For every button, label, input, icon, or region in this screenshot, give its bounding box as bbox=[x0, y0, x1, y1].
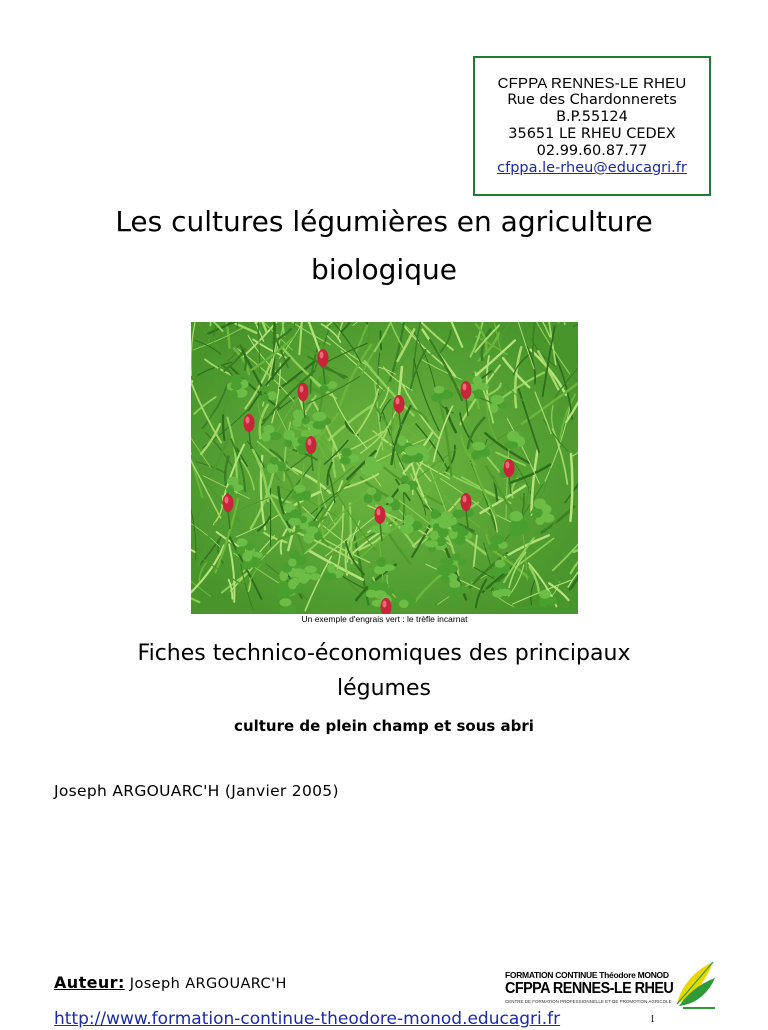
leaf-logo-icon bbox=[673, 960, 717, 1010]
author-name: Joseph ARGOUARC'H bbox=[130, 976, 287, 992]
author-line bbox=[54, 973, 287, 994]
cfppa-logo bbox=[505, 960, 715, 1010]
city-postcode: 35651 LE RHEU CEDEX bbox=[475, 126, 709, 143]
page-number: 1 bbox=[650, 1014, 655, 1025]
org-name: CFPPA RENNES-LE RHEU bbox=[475, 75, 709, 92]
subtitle-detail: culture de plein champ et sous abri bbox=[0, 716, 768, 736]
document-title bbox=[0, 198, 768, 294]
title-line-2: biologique bbox=[311, 253, 457, 286]
clover-photo bbox=[191, 322, 578, 614]
author-date: Joseph ARGOUARC'H (Janvier 2005) bbox=[54, 781, 339, 801]
logo-line-3: CENTRE DE FORMATION PROFESSIONNELLE ET DE PROMOTION AGRICOLE bbox=[505, 999, 672, 1004]
subtitle-line-1: Fiches technico-économiques des principaux bbox=[138, 641, 631, 666]
photo-caption: Un exemple d'engrais vert : le trèfle incarnat bbox=[191, 614, 578, 625]
logo-line-2: CFPPA RENNES-LE RHEU bbox=[505, 980, 673, 998]
subtitle bbox=[0, 636, 768, 706]
subtitle-line-2: légumes bbox=[337, 676, 431, 701]
email-link[interactable]: cfppa.le-rheu@educagri.fr bbox=[497, 160, 687, 176]
logo-line-1: FORMATION CONTINUE Théodore MONOD bbox=[505, 970, 669, 980]
title-line-1: Les cultures légumières en agriculture bbox=[115, 205, 652, 238]
address-box bbox=[473, 56, 711, 196]
website-link[interactable]: http://www.formation-continue-theodore-monod.educagri.fr bbox=[54, 1008, 560, 1030]
phone-number: 02.99.60.87.77 bbox=[475, 143, 709, 160]
street-address: Rue des Chardonnerets bbox=[475, 92, 709, 109]
author-label: Auteur: bbox=[54, 973, 125, 992]
po-box: B.P.55124 bbox=[475, 109, 709, 126]
